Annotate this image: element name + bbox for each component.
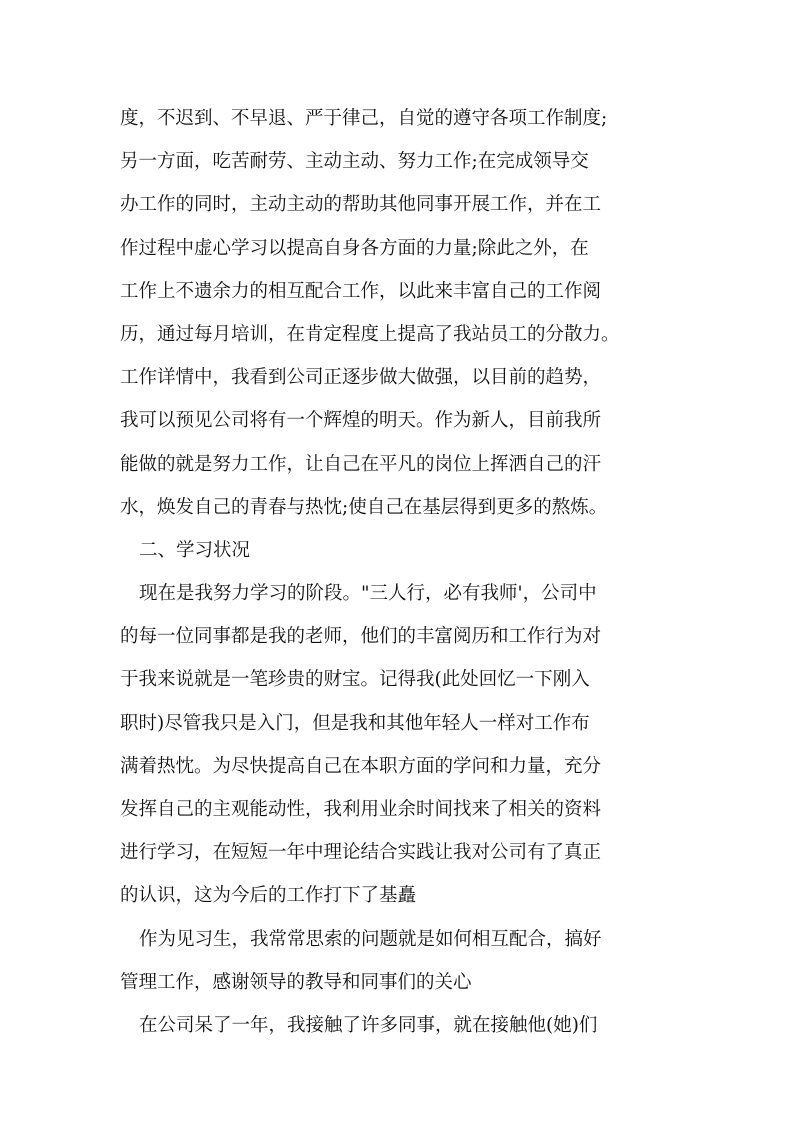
text-line: 于我来说就是一笔珍贵的财宝。记得我(此处回忆一下刚入 [120, 669, 590, 691]
text-line: 现在是我努力学习的阶段。"三人行，必有我师'，公司中 [139, 583, 597, 605]
text-line: 度，不迟到、不早退、严于律己，自觉的遵守各项工作制度; [120, 108, 608, 129]
text-line: 作为见习生，我常常思索的问题就是如何相互配合，搞好 [139, 928, 602, 950]
text-line: 工作上不遗余力的相互配合工作，以此来丰富自己的工作阅 [120, 280, 602, 302]
text-line: 能做的就是努力工作，让自己在平凡的岗位上挥洒自己的汗 [120, 453, 602, 475]
text-line: 办工作的同时，主动主动的帮助其他同事开展工作，并在工 [120, 194, 602, 216]
text-line: 在公司呆了一年，我接触了许多同事，就在接触他(她)们 [139, 1014, 598, 1036]
text-line: 发挥自己的主观能动性，我利用业余时间找来了相关的资料 [120, 799, 602, 820]
text-line: 的每一位同事都是我的老师，他们的丰富阅历和工作行为对 [120, 626, 602, 648]
text-line: 作过程中虚心学习以提高自身各方面的力量;除此之外，在 [120, 237, 589, 259]
text-line: 另一方面，吃苦耐劳、主动主动、努力工作;在完成领导交 [120, 151, 589, 173]
text-line: 历，通过每月培训，在肯定程度上提高了我站员工的分散力。 [120, 323, 620, 345]
document-body [120, 97, 695, 1047]
text-line: 职时)尽管我只是入门，但是我和其他年轻人一样对工作布 [120, 712, 590, 734]
text-line: 水，焕发自己的青春与热忱;使自己在基层得到更多的熬炼。 [120, 496, 608, 518]
text-line: 管理工作，感谢领导的教导和同事们的关心 [120, 971, 472, 993]
text-line: 进行学习，在短短一年中理论结合实践让我对公司有了真正 [120, 842, 602, 864]
text-line: 我可以预见公司将有一个辉煌的明天。作为新人，目前我所 [120, 410, 602, 432]
section-heading: 二、学习状况 [139, 539, 251, 561]
text-line: 的认识，这为今后的工作打下了基矗 [120, 885, 417, 907]
text-line: 满着热忱。为尽快提高自己在本职方面的学问和力量，充分 [120, 755, 602, 777]
text-line: 工作详情中，我看到公司正逐步做大做强，以目前的趋势， [120, 367, 602, 389]
